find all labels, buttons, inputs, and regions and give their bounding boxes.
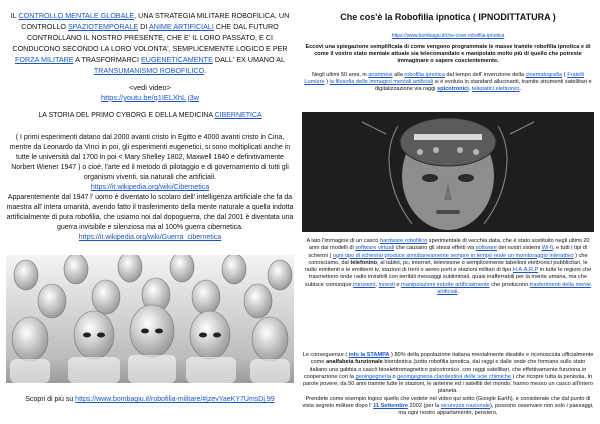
history-body [6,133,294,243]
link-ogni-schermo[interactable]: ogni tipo di schermo produce simultaneamente sempre in tempo reale un monitoraggio interattivo [332,252,574,259]
intro-paragraph: IL CONTROLLO MENTALE GLOBALE, UNA STRATEGIA MILITARE ROBOFILICA, UN CONTROLLO SPAZIOTEMPORALE DI ANIME ARTIFICIALI CHE DAL FUTURO CONTROLLANO IL NOSTRO PRESENTE, CHE E' IL LORO PASSATO, E CI CONDUCONO SECONDO LA LORO VOLONTA', SEMPLICEMENTE LOGICO E PER FORZA MILITARE A TRASFORMARCI EUGENETICAMENTE DALL' EX UMANO AL TRANSUMANISMO ROBOFILICO. [10,11,290,75]
video-link[interactable]: https://youtu.be/q1IELXhL j3w [101,93,199,102]
footer-source-link[interactable]: https://www.bombagiu.it/robofilia-militare/#jzevYaeKY7UmsDj.99 [75,396,275,403]
link-spaziotemporale[interactable]: SPAZIOTEMPORALE [67,22,139,31]
helmet-illustration [302,112,594,232]
link-sicurezza-nazionale[interactable]: sicurezza nazionale [440,403,491,410]
article-paragraph-1: Negli ultimi 50 anni, in anamnesi alla robofilia ipnotica dal tempo dell' invenzione della cinematografia ( Fratelli Lumiere ) la filosofia delle immagini mentali artificiali si è evoluta in standard allucinanti, tramite strumenti satellitari e digitalizzazione via raggi spicotronici, telepatici elettronici. [304,72,592,92]
link-cinematografia[interactable]: cinematografia [525,72,563,78]
link-filosofia-immagini[interactable]: la filosofia delle immagini mentali artificiali [329,79,434,85]
history-paragraph-2: Apparentemente dal 1947 l' uomo è diventato lo scolaro dell' intelligenza artificiale che fa da maestra all' intera umanità, avendo fatto il trasferimento della mente naturale a quella indotta artificialmente di pura robofilia, che usiamo noi dal dopoguerra, che dal 2001 è diventata una guerra invisibile e silenziosa ma al 100% guerra cibernetica. [6,194,294,231]
footer-source: Scopri di più su https://www.bombagiu.it/robofilia-militare/#jzevYaeKY7UmsDj.99 [25,396,275,403]
article-conclusion [302,352,594,418]
link-innesti[interactable]: innesti [378,281,395,288]
video-block [6,83,294,103]
link-controllo-mentale[interactable]: CONTROLLO MENTALE GLOBALE [18,11,135,20]
link-fratelli-lumiere[interactable]: Fratelli Lumiere [304,72,584,85]
link-anime-artificiali[interactable]: ANIME ARTIFICIALI [148,22,214,31]
link-eugeneticamente[interactable]: EUGENETICAMENTE [140,55,213,64]
link-geoingegneria-clandestina[interactable]: geoingegneria clandestina delle scie chimiche [397,373,511,380]
wiki-cibernetica-link[interactable]: https://it.wikipedia.org/wiki/Cibernetica [90,184,210,191]
article-url[interactable]: https://www.bombagiu.it/che-cose-robofilia-ipnotica [391,33,505,39]
link-telepatici[interactable]: telepatici elettronici [471,86,520,92]
link-forza-militare[interactable]: FORZA MILITARE [15,55,74,64]
link-wifi[interactable]: Wi-fi [541,245,553,252]
link-11-settembre[interactable]: 11 Settembre [373,403,408,410]
link-software[interactable]: software [475,245,497,252]
helmet-image [302,112,594,232]
robots-illustration [6,255,294,383]
link-haarp[interactable]: H.A.A.R.P [512,267,539,274]
wiki-guerra-link[interactable]: https://it.wikipedia.org/wiki/Guerra_cibernetica [78,234,222,241]
link-spicotronici[interactable]: spicotronici [437,86,469,92]
link-hardware-robofilico[interactable]: hardware robofilico [379,238,428,244]
article-title: Che cos'è la Robofilia ipnotica ( IPNODITTATURA ) [340,12,556,22]
link-anamnesi[interactable]: anamnesi [368,72,393,78]
link-intrusioni[interactable]: intrusioni [353,281,376,288]
link-geoingegneria[interactable]: geoingegneria [355,373,391,380]
history-paragraph-1: ( I primi esperimenti datano dal 2000 avanti cristo in Egitto e 4000 avanti cristo in Cina, mentre da Leonardo da Vinci in poi, gli esperimenti eugenetici, si sono moltiplicati anche in tutte le università dal 1700 in poi < Mary Shelley 1802, Maxwell 1840 e definitivamente Norbert Wiener 1947 ) o cioè, l'arte ed il metodo di pilotaggio e di governamento di tutti gli organismi viventi, sia naturali che artificiali. [9,134,291,181]
link-software-virtuali[interactable]: software virtuali [355,245,395,252]
link-robofilia-ipnotica[interactable]: robofilia ipnotica [404,72,445,78]
link-manipolazioni[interactable]: manipolazioni indotte artificialmente [401,281,490,288]
link-transumanismo[interactable]: TRANSUMANISMO ROBOFILICO [93,66,205,75]
article-paragraph-4: Prendete come esempio logico quello che vedete nel video qui sotto (Google Earth), e considerate che dal punto di vista segreto militare dopo l' 11 Settembre 2002 (per la sicurezza nazionale), possono osservare non solo i paesaggi, ma ogni nostro appartamento, pensiero, [302,395,594,417]
link-trasferimenti[interactable]: trasferimenti della mente artificiali [437,281,592,296]
robots-image [6,255,294,383]
link-cibernetica[interactable]: CIBERNETICA [214,112,262,119]
article-paragraph-2: A lato l'immagine di un casco hardware robofilico sperimentale di vecchia data, che è stato sostituito negli ultimi 20 anni dai modelli di software virtuali che causano gli stessi effetti via software dei nostri sistemi Wi-fi, e tutti i tipi di schermi ( ogni tipo di schermo produce simultaneamente sempre in tempo reale un monitoraggio interattivo ) che conosciamo, dal telefonino, al tablet, pc, internet, televisione o semplicemente tabelloni elettronici pubblicitari, le radio emittenti e le emittenti tv, stazioni di treni o aereo porti e stazioni militari di tipo H.A.A.R.P in tutte le regioni che trasmettono onde radio invisibili con terribili messaggi subliminali, quasi inafferrabili per la mente umana, ma che subisce comunque intrusioni, innesti e manipolazioni indotte artificialmente che producono trasferimenti della mente artificiali. [304,238,592,296]
video-tag: <vedi video> [129,83,171,92]
article-lead: Eccovi una spiegazione semplificata di come vengono programmate le masse tramite robofilia ipnotica e di come il vostro stato mentale attuale sia telecomandato e manipolato molto più di quello che potreste immaginare o sapere coscientemente. [305,44,591,64]
article-paragraph-3: Le conseguenze ( info la STAMPA ) 80% della popolazione italiana mentalmente disabile e riconosciuta ufficialmente come analfabeta funzionale biorobotica (sotto robofilia ipnotica, dai raggi e dalle onde che formano sullo stato italiano una gabbia o cascò bioelettromagnetico psicotronico, con raggi satellitari, che effettivamente funziona in cooperazione con la geoingegneria o geoingegneria clandestina delle scie chimiche ) che ricopre tutta la penisola. In parole povere, da 50 anni tramite tutte le stazioni, le antenne ed i satelliti del mondo, hanno messo un casco all'intero pianeta. [302,352,594,395]
history-title: LA STORIA DEL PRIMO CYBORG E DELLA MEDICINA CIBERNETICA [38,112,262,119]
link-info-stampa[interactable]: info la STAMPA [348,352,390,358]
